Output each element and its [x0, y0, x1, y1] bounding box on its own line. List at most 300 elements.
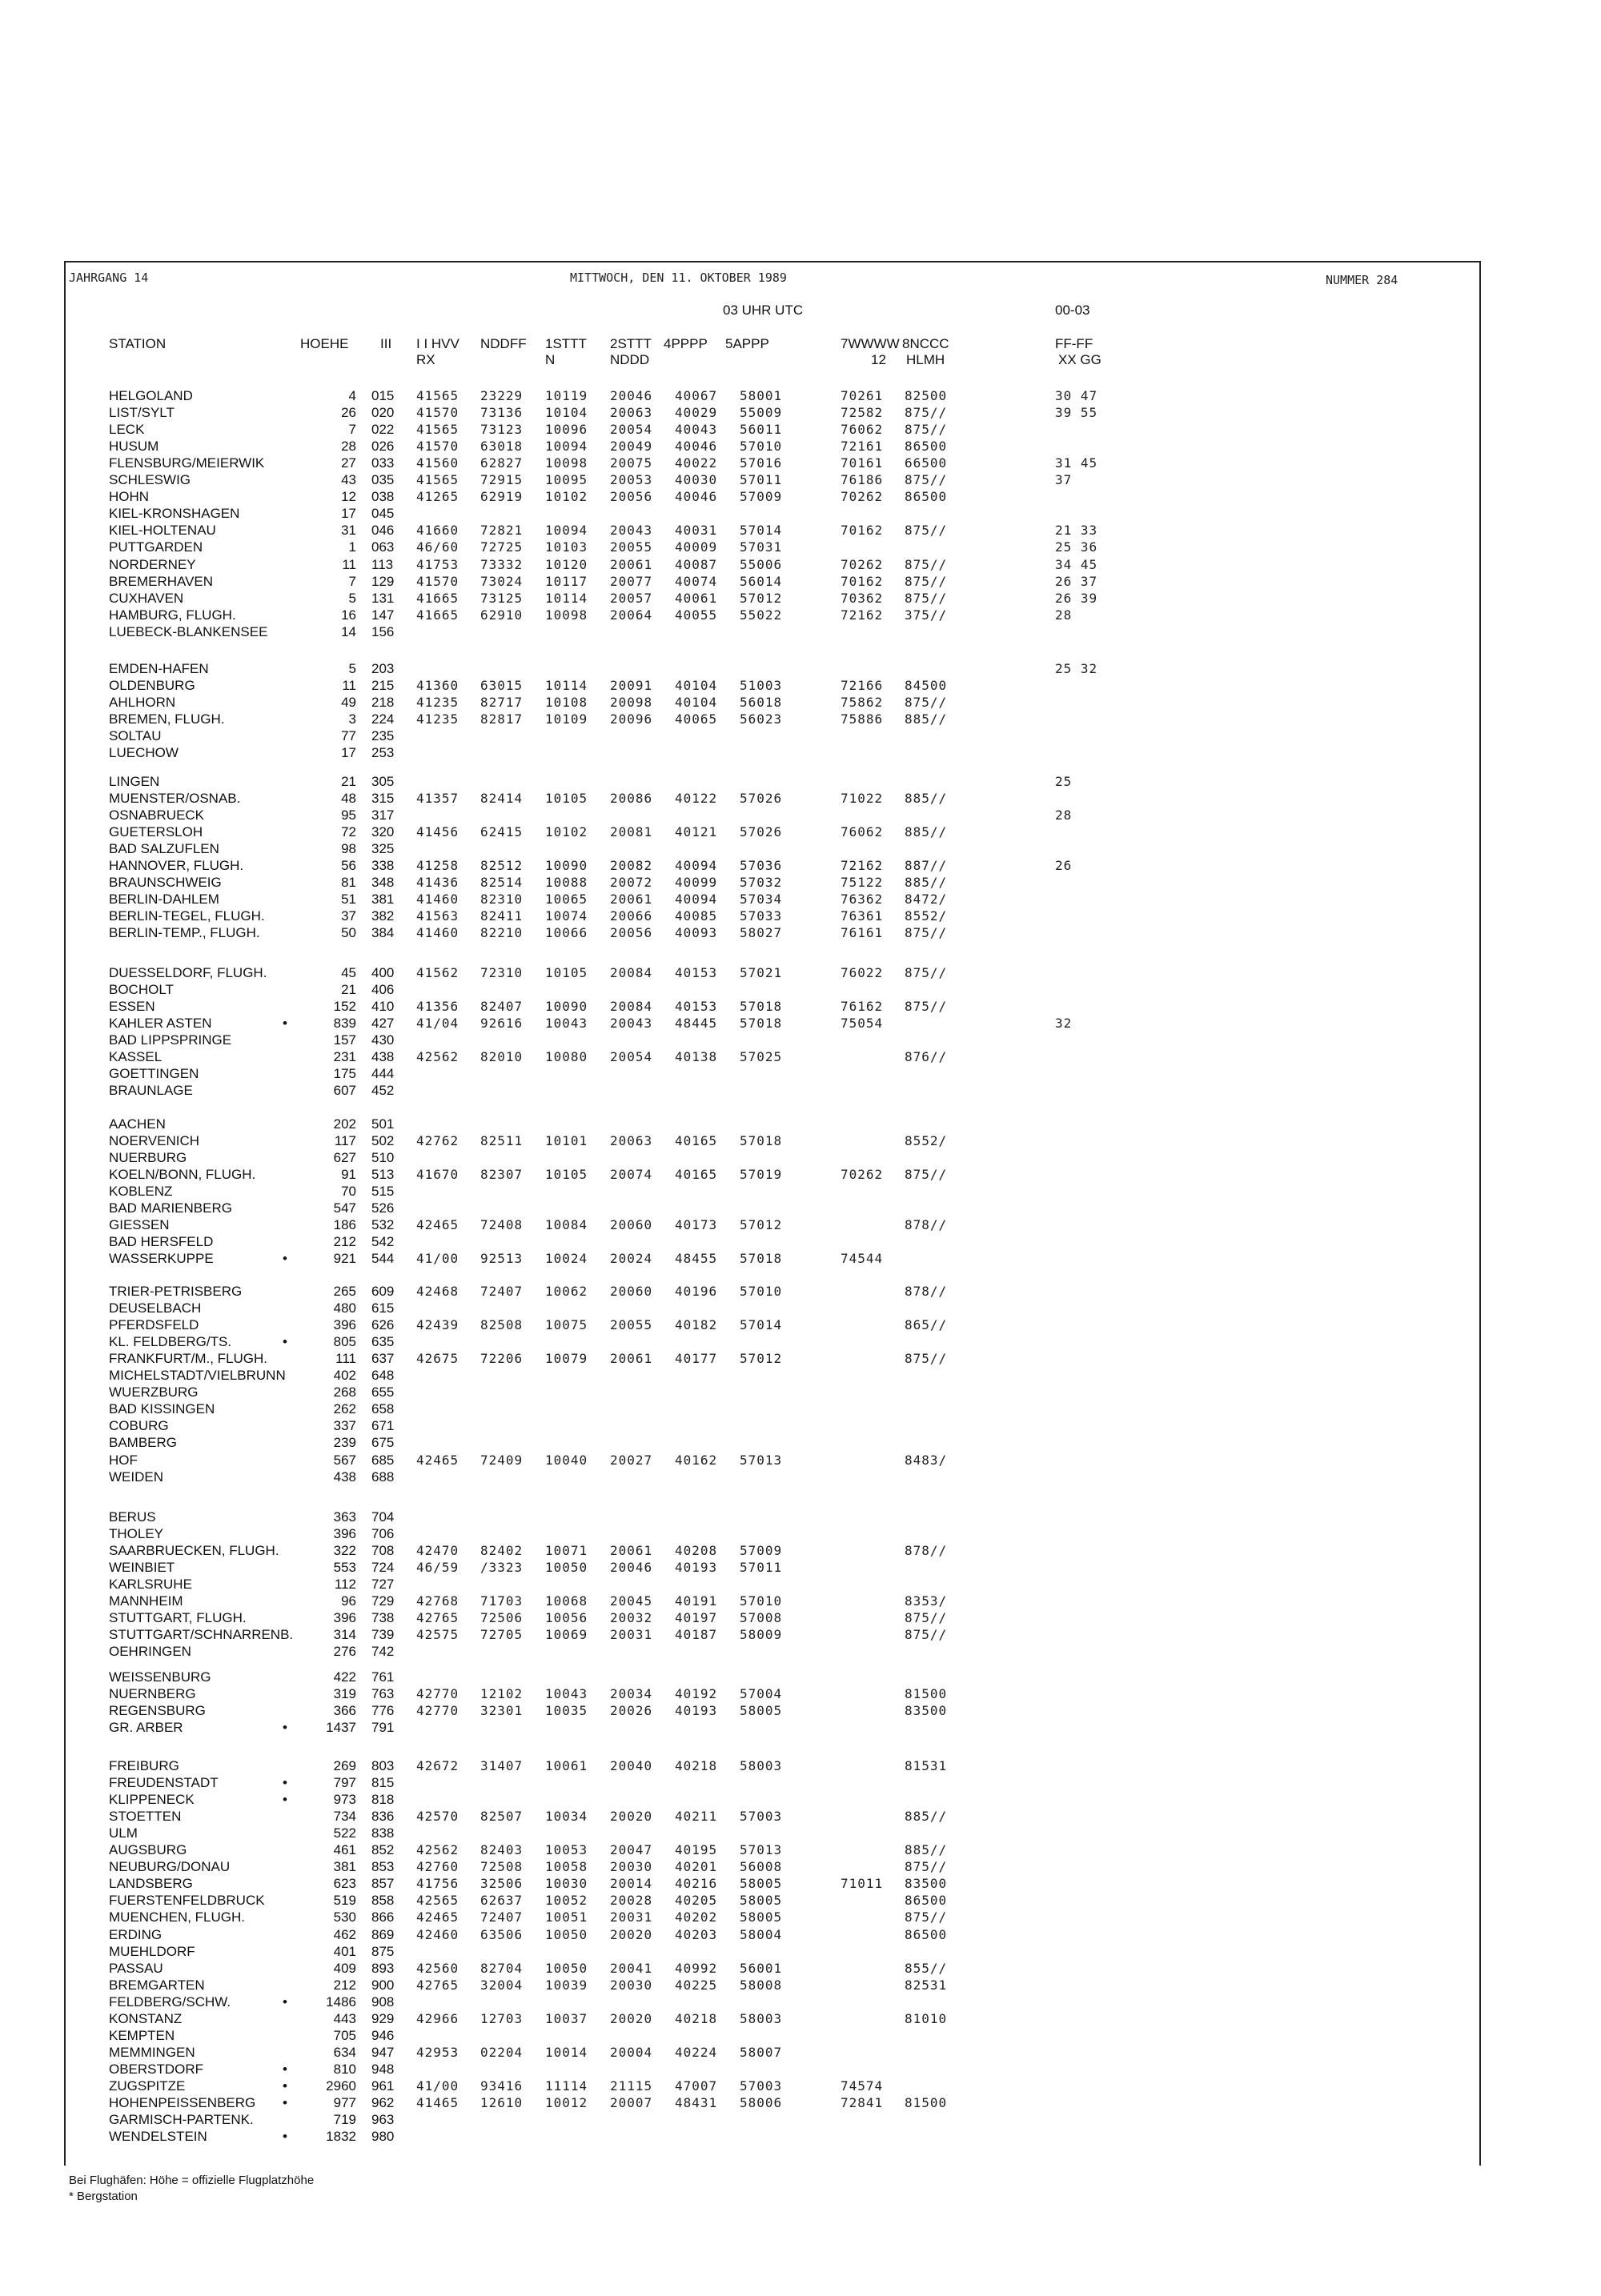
station-height: 12 [341, 489, 356, 505]
station-height: 16 [341, 607, 356, 623]
station-height: 17 [341, 506, 356, 522]
synop-group: 20075 [610, 455, 653, 471]
station-height: 269 [333, 1758, 356, 1773]
station-height: 7 [348, 573, 356, 589]
station-index: 513 [371, 1167, 395, 1183]
synop-group: 57014 [740, 1317, 783, 1333]
station-name: WASSERKUPPE [109, 1251, 214, 1267]
period-range: 00-03 [1055, 303, 1090, 318]
col-g5: 4PPPP [664, 336, 708, 351]
synop-group: 57034 [740, 892, 783, 908]
station-index: 544 [371, 1251, 395, 1267]
jahrgang-label: JAHRGANG 14 [69, 270, 149, 285]
table-row [0, 1876, 1601, 1893]
synop-group: 83500 [905, 1876, 948, 1892]
station-height: 973 [333, 1792, 356, 1808]
synop-group: 40046 [675, 489, 718, 505]
table-row [0, 2078, 1601, 2095]
synop-group: 40087 [675, 556, 718, 572]
station-height: 396 [333, 1526, 356, 1542]
station-name: OEHRINGEN [109, 1644, 191, 1660]
synop-group: 55022 [740, 607, 783, 623]
station-height: 438 [333, 1469, 356, 1485]
synop-group: 20027 [610, 1452, 653, 1468]
station-name: MUENSTER/OSNAB. [109, 791, 241, 807]
synop-group: 10030 [545, 1876, 588, 1892]
synop-group: 876// [905, 1049, 948, 1065]
synop-group: 57033 [740, 908, 783, 924]
footnote-airports: Bei Flughäfen: Höhe = offizielle Flugplatzhöhe [69, 2174, 315, 2187]
station-index: 253 [371, 745, 395, 761]
station-height: 27 [341, 455, 356, 471]
synop-group: 82514 [480, 875, 524, 891]
synop-group: 42460 [416, 1926, 459, 1942]
synop-group: 10052 [545, 1893, 588, 1909]
synop-group: 81500 [905, 1686, 948, 1702]
station-height: 547 [333, 1200, 356, 1216]
synop-group: 41570 [416, 439, 459, 455]
synop-group: 875// [905, 925, 948, 941]
station-index: 305 [371, 774, 395, 789]
synop-group: 42570 [416, 1809, 459, 1825]
mountain-station-marker: • [283, 1720, 287, 1736]
station-name: GUETERSLOH [109, 824, 203, 840]
synop-group: 57012 [740, 590, 783, 606]
synop-group: 20086 [610, 791, 653, 807]
table-row [0, 824, 1601, 841]
synop-group: 82414 [480, 791, 524, 807]
synop-group: 10050 [545, 1560, 588, 1576]
synop-group: 10034 [545, 1809, 588, 1825]
station-height: 462 [333, 1926, 356, 1942]
synop-group: 20020 [610, 1926, 653, 1942]
station-name: HOF [109, 1452, 138, 1468]
col-g1-sub: RX [416, 352, 435, 367]
synop-group: 57014 [740, 523, 783, 539]
station-index: 648 [371, 1368, 395, 1384]
table-row [0, 1859, 1601, 1876]
station-name: STUTTGART/SCHNARRENB. [109, 1627, 294, 1643]
synop-group: 57012 [740, 1351, 783, 1367]
synop-group: 55009 [740, 405, 783, 421]
synop-group: 82512 [480, 858, 524, 874]
table-row [0, 1977, 1601, 1994]
station-height: 381 [333, 1859, 356, 1875]
synop-group: 40104 [675, 678, 718, 694]
synop-group: 10062 [545, 1284, 588, 1299]
table-row [0, 925, 1601, 942]
station-name: OBERSTDORF [109, 2061, 204, 2077]
station-name: BAD SALZUFLEN [109, 841, 219, 857]
synop-group: 10012 [545, 2095, 588, 2110]
station-height: 26 [341, 405, 356, 421]
station-name: NUERNBERG [109, 1686, 196, 1702]
synop-group: 10101 [545, 1133, 588, 1149]
synop-group: 86500 [905, 489, 948, 505]
synop-group: 875// [905, 1909, 948, 1925]
synop-group: 62919 [480, 489, 524, 505]
station-index: 776 [371, 1703, 395, 1719]
mountain-station-marker: • [283, 1775, 287, 1791]
station-index: 156 [371, 623, 395, 639]
synop-group: 42560 [416, 1960, 459, 1976]
station-name: PUTTGARDEN [109, 539, 203, 555]
synop-group: 82511 [480, 1133, 524, 1149]
station-index: 635 [371, 1334, 395, 1350]
synop-group: 20004 [610, 2044, 653, 2060]
table-row [0, 2062, 1601, 2078]
synop-group: 10105 [545, 1167, 588, 1183]
synop-group: 57013 [740, 1452, 783, 1468]
synop-group: 63506 [480, 1926, 524, 1942]
synop-group: 42562 [416, 1049, 459, 1065]
synop-group: 40061 [675, 590, 718, 606]
synop-group: 41235 [416, 711, 459, 727]
synop-group: 10068 [545, 1593, 588, 1609]
synop-group: 57026 [740, 824, 783, 840]
station-name: DUESSELDORF, FLUGH. [109, 965, 267, 980]
synop-group: 72705 [480, 1627, 524, 1643]
synop-group: 10043 [545, 1686, 588, 1702]
station-index: 147 [371, 607, 395, 623]
station-index: 900 [371, 1977, 395, 1993]
station-index: 348 [371, 875, 395, 891]
synop-group: 72821 [480, 523, 524, 539]
table-row [0, 1961, 1601, 1977]
col-ff: FF-FF [1055, 336, 1093, 351]
col-iii: III [380, 336, 392, 351]
station-name: KL. FELDBERG/TS. [109, 1334, 232, 1350]
station-height: 607 [333, 1083, 356, 1099]
synop-group: 10037 [545, 2010, 588, 2026]
station-name: BERLIN-DAHLEM [109, 892, 219, 908]
synop-group: 20041 [610, 1960, 653, 1976]
station-name: HANNOVER, FLUGH. [109, 858, 244, 874]
synop-group: 76361 [841, 908, 884, 924]
synop-group: 72162 [841, 607, 884, 623]
station-index: 315 [371, 791, 395, 807]
synop-group: 10105 [545, 965, 588, 980]
synop-group: 57025 [740, 1049, 783, 1065]
synop-group: 20040 [610, 1758, 653, 1773]
synop-group: 40195 [675, 1842, 718, 1858]
gust-value: 34 45 [1055, 556, 1098, 572]
table-row [0, 1284, 1601, 1300]
synop-group: 42562 [416, 1842, 459, 1858]
synop-group: 73136 [480, 405, 524, 421]
station-index: 410 [371, 999, 395, 1015]
synop-group: 76362 [841, 892, 884, 908]
table-row [0, 2028, 1601, 2045]
synop-group: 875// [905, 523, 948, 539]
synop-group: 40094 [675, 858, 718, 874]
station-name: EMDEN-HAFEN [109, 661, 209, 676]
synop-group: 58001 [740, 388, 783, 403]
station-name: NEUBURG/DONAU [109, 1859, 231, 1875]
synop-group: 40085 [675, 908, 718, 924]
synop-group: 40104 [675, 695, 718, 711]
col-g3-sub: N [545, 352, 556, 367]
station-height: 319 [333, 1686, 356, 1702]
synop-group: 10102 [545, 824, 588, 840]
station-height: 1 [348, 539, 356, 555]
synop-group: 42953 [416, 2044, 459, 2060]
synop-group: 885// [905, 1809, 948, 1825]
station-name: HAMBURG, FLUGH. [109, 607, 236, 623]
synop-group: 71703 [480, 1593, 524, 1609]
synop-group: 42966 [416, 2010, 459, 2026]
station-index: 946 [371, 2027, 395, 2043]
station-name: BAD MARIENBERG [109, 1200, 232, 1216]
station-index: 853 [371, 1859, 395, 1875]
synop-group: 40205 [675, 1893, 718, 1909]
synop-group: 57010 [740, 439, 783, 455]
synop-group: 48431 [675, 2095, 718, 2110]
station-index: 046 [371, 523, 395, 539]
synop-group: 10096 [545, 422, 588, 438]
synop-group: 58006 [740, 2095, 783, 2110]
station-name: KOELN/BONN, FLUGH. [109, 1167, 256, 1183]
synop-group: 875// [905, 1627, 948, 1643]
station-index: 948 [371, 2061, 395, 2077]
table-row [0, 1627, 1601, 1644]
station-index: 035 [371, 472, 395, 488]
synop-group: 41563 [416, 908, 459, 924]
table-row [0, 1893, 1601, 1909]
synop-group: 40029 [675, 405, 718, 421]
synop-group: 81010 [905, 2010, 948, 2026]
station-index: 655 [371, 1384, 395, 1400]
synop-group: 41562 [416, 965, 459, 980]
synop-group: 41665 [416, 607, 459, 623]
table-row [0, 1184, 1601, 1200]
synop-group: 81531 [905, 1758, 948, 1773]
synop-group: 56023 [740, 711, 783, 727]
table-row [0, 1703, 1601, 1720]
col-station: STATION [109, 336, 167, 351]
station-name: ZUGSPITZE [109, 2078, 186, 2094]
station-height: 314 [333, 1627, 356, 1643]
station-height: 337 [333, 1418, 356, 1434]
station-index: 727 [371, 1577, 395, 1593]
synop-group: 20066 [610, 908, 653, 924]
synop-group: 8483/ [905, 1452, 948, 1468]
station-height: 77 [341, 728, 356, 744]
synop-group: 40177 [675, 1351, 718, 1367]
synop-group: 82508 [480, 1317, 524, 1333]
synop-group: 48455 [675, 1251, 718, 1267]
table-row [0, 1234, 1601, 1251]
synop-group: 70162 [841, 573, 884, 589]
observation-time: 03 UHR UTC [723, 303, 804, 318]
station-index: 615 [371, 1300, 395, 1316]
table-row [0, 1775, 1601, 1792]
station-name: ESSEN [109, 999, 155, 1015]
synop-group: 62637 [480, 1893, 524, 1909]
station-name: MEMMINGEN [109, 2044, 195, 2060]
synop-group: 20098 [610, 695, 653, 711]
synop-group: 10119 [545, 388, 588, 403]
synop-group: 58005 [740, 1703, 783, 1719]
table-row [0, 388, 1601, 405]
station-index: 685 [371, 1452, 395, 1468]
synop-group: 41565 [416, 388, 459, 403]
station-name: NORDERNEY [109, 556, 196, 572]
synop-group: 72725 [480, 539, 524, 555]
synop-group: 75886 [841, 711, 884, 727]
synop-group: 878// [905, 1284, 948, 1299]
synop-group: 10043 [545, 1016, 588, 1032]
station-name: CUXHAVEN [109, 590, 184, 606]
synop-group: 83500 [905, 1703, 948, 1719]
station-name: NUERBURG [109, 1150, 187, 1166]
station-height: 72 [341, 824, 356, 840]
station-index: 235 [371, 728, 395, 744]
station-name: BRAUNLAGE [109, 1083, 193, 1099]
station-name: FREUDENSTADT [109, 1775, 219, 1791]
synop-group: 10058 [545, 1859, 588, 1875]
table-row [0, 841, 1601, 858]
synop-group: 42760 [416, 1859, 459, 1875]
station-height: 1437 [326, 1720, 356, 1736]
station-height: 45 [341, 965, 356, 980]
station-name: COBURG [109, 1418, 169, 1434]
synop-group: 40165 [675, 1167, 718, 1183]
station-name: KAHLER ASTEN [109, 1016, 212, 1032]
station-index: 815 [371, 1775, 395, 1791]
synop-group: 20082 [610, 858, 653, 874]
station-index: 427 [371, 1016, 395, 1032]
synop-group: 57032 [740, 875, 783, 891]
synop-group: 10098 [545, 607, 588, 623]
table-row [0, 1577, 1601, 1593]
station-name: BAMBERG [109, 1435, 178, 1451]
station-index: 609 [371, 1284, 395, 1299]
station-index: 430 [371, 1032, 395, 1048]
station-name: BRAUNSCHWEIG [109, 875, 222, 891]
station-height: 262 [333, 1401, 356, 1417]
synop-group: 57003 [740, 1809, 783, 1825]
synop-group: 56011 [740, 422, 783, 438]
synop-group: 40203 [675, 1926, 718, 1942]
synop-group: 40224 [675, 2044, 718, 2060]
synop-group: 46/60 [416, 539, 459, 555]
station-name: FLENSBURG/MEIERWIK [109, 455, 265, 471]
synop-group: 57010 [740, 1593, 783, 1609]
synop-group: 40099 [675, 875, 718, 891]
synop-group: 42768 [416, 1593, 459, 1609]
synop-group: 20072 [610, 875, 653, 891]
synop-group: 82310 [480, 892, 524, 908]
synop-group: 82704 [480, 1960, 524, 1976]
synop-group: 72407 [480, 1284, 524, 1299]
station-height: 409 [333, 1960, 356, 1976]
table-row [0, 858, 1601, 875]
synop-group: 875// [905, 573, 948, 589]
station-name: HELGOLAND [109, 388, 193, 403]
synop-group: 12703 [480, 2010, 524, 2026]
synop-group: 20031 [610, 1627, 653, 1643]
synop-group: 86500 [905, 1893, 948, 1909]
station-index: 763 [371, 1686, 395, 1702]
synop-group: 82210 [480, 925, 524, 941]
synop-group: 20064 [610, 607, 653, 623]
synop-group: 40121 [675, 824, 718, 840]
station-name: KOBLENZ [109, 1184, 173, 1200]
station-index: 729 [371, 1593, 395, 1609]
synop-group: 42765 [416, 1977, 459, 1993]
synop-group: 42765 [416, 1610, 459, 1626]
synop-group: 20043 [610, 1016, 653, 1032]
synop-group: 76162 [841, 999, 884, 1015]
synop-group: 10056 [545, 1610, 588, 1626]
table-row [0, 1593, 1601, 1610]
station-height: 43 [341, 472, 356, 488]
synop-group: 20030 [610, 1859, 653, 1875]
synop-group: 10088 [545, 875, 588, 891]
synop-group: 56001 [740, 1960, 783, 1976]
synop-group: 20061 [610, 1351, 653, 1367]
synop-group: 20063 [610, 405, 653, 421]
synop-group: 73123 [480, 422, 524, 438]
table-row [0, 1401, 1601, 1418]
synop-group: 885// [905, 875, 948, 891]
station-name: HOHENPEISSENBERG [109, 2095, 256, 2110]
synop-group: 73332 [480, 556, 524, 572]
synop-group: 62827 [480, 455, 524, 471]
synop-group: 41/00 [416, 2078, 459, 2094]
synop-group: 82411 [480, 908, 524, 924]
synop-group: 20034 [610, 1686, 653, 1702]
synop-group: 10090 [545, 999, 588, 1015]
synop-group: 41360 [416, 678, 459, 694]
gust-value: 25 36 [1055, 539, 1098, 555]
synop-group: 10040 [545, 1452, 588, 1468]
table-row [0, 1644, 1601, 1661]
col-g2: NDDFF [480, 336, 527, 351]
synop-group: 20060 [610, 1217, 653, 1233]
station-height: 96 [341, 1593, 356, 1609]
synop-group: 32506 [480, 1876, 524, 1892]
station-index: 675 [371, 1435, 395, 1451]
station-height: 810 [333, 2061, 356, 2077]
synop-group: 10090 [545, 858, 588, 874]
gust-value: 32 [1055, 1016, 1073, 1032]
synop-group: 57003 [740, 2078, 783, 2094]
col-ff-sub: XX GG [1058, 352, 1101, 367]
table-row [0, 1927, 1601, 1944]
synop-group: 40138 [675, 1049, 718, 1065]
mountain-station-marker: • [283, 2061, 287, 2077]
synop-group: 41465 [416, 2095, 459, 2110]
station-index: 858 [371, 1893, 395, 1909]
synop-group: 72582 [841, 405, 884, 421]
synop-group: 72408 [480, 1217, 524, 1233]
synop-group: 10109 [545, 711, 588, 727]
station-height: 7 [348, 422, 356, 438]
synop-group: 73125 [480, 590, 524, 606]
synop-group: 72206 [480, 1351, 524, 1367]
synop-group: 81500 [905, 2095, 948, 2110]
synop-group: 63018 [480, 439, 524, 455]
synop-group: 10079 [545, 1351, 588, 1367]
gust-value: 39 55 [1055, 405, 1098, 421]
table-row [0, 1720, 1601, 1737]
synop-group: 8353/ [905, 1593, 948, 1609]
synop-group: 57018 [740, 999, 783, 1015]
synop-group: 20045 [610, 1593, 653, 1609]
table-row [0, 1150, 1601, 1167]
